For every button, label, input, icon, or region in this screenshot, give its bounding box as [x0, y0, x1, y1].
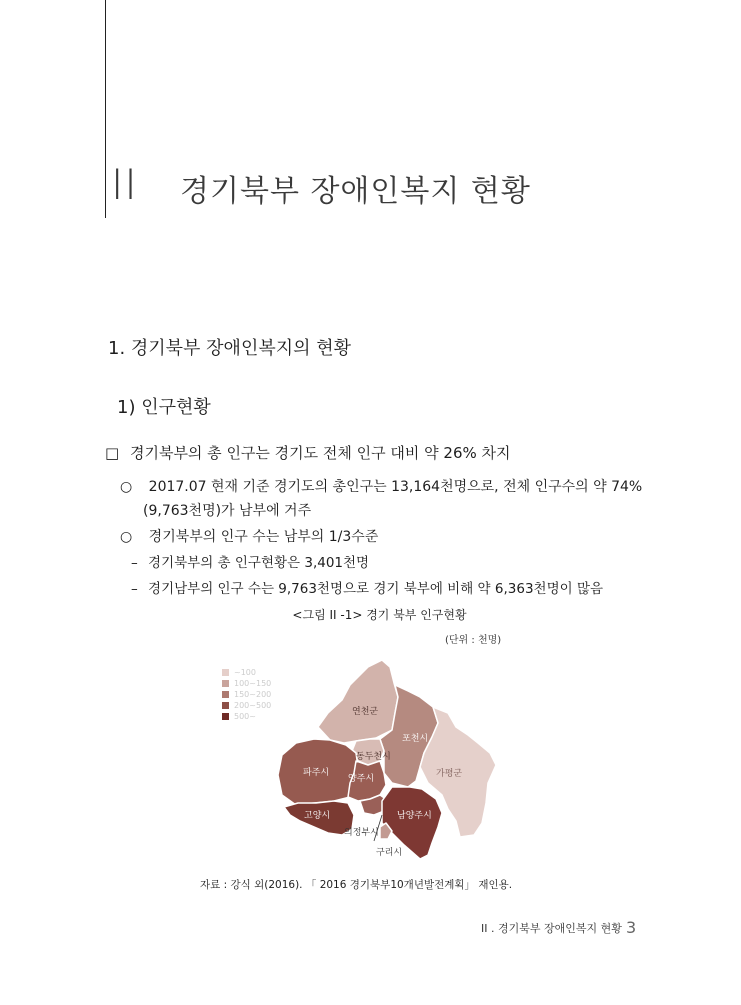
region-label-pocheon: 포천시 — [402, 734, 429, 744]
figure-unit: (단위 : 천명) — [445, 635, 502, 646]
circle-bullet-item — [120, 526, 378, 548]
legend-label: 100~150 — [234, 679, 272, 688]
figure-caption: <그림 II -1> 경기 북부 인구현황 — [292, 608, 467, 622]
dash-bullet-item — [131, 578, 603, 600]
page-number: 3 — [626, 918, 637, 937]
legend-label: ~100 — [234, 668, 256, 677]
legend-label: 200~500 — [234, 701, 272, 710]
region-label-gapyeong: 가평군 — [436, 769, 463, 779]
section-title: 1. 경기북부 장애인복지의 현황 — [108, 338, 351, 359]
region-label-guri: 구리시 — [376, 848, 403, 858]
legend-swatch — [222, 713, 229, 720]
running-footer: II . 경기북부 장애인복지 현황 — [481, 922, 622, 935]
dash-bullet-item — [131, 552, 369, 574]
subsection-title: 1) 인구현황 — [117, 397, 211, 418]
circle-bullet-item — [120, 476, 642, 498]
circle-bullet-icon: ○ — [120, 529, 133, 545]
region-yeoncheon — [318, 660, 398, 743]
circle-bullet-text: 2017.07 현재 기준 경기도의 총인구는 13,164천명으로, 전체 인구수의 약 74% — [148, 479, 643, 495]
legend-swatch — [222, 680, 229, 687]
legend-swatch — [222, 702, 229, 709]
region-label-dongducheon: 동두천시 — [356, 752, 391, 762]
dash-bullet-icon: – — [131, 555, 138, 571]
dash-bullet-text: 경기남부의 인구 수는 9,763천명으로 경기 북부에 비해 약 6,363천명이 많음 — [148, 581, 604, 597]
legend-swatch — [222, 669, 229, 676]
circle-bullet-icon: ○ — [120, 479, 133, 495]
square-bullet-text: 경기북부의 총 인구는 경기도 전체 인구 대비 약 26% 차지 — [129, 444, 511, 462]
legend-label: 500~ — [234, 712, 256, 721]
circle-bullet-continuation: (9,763천명)가 남부에 거주 — [143, 503, 312, 519]
dash-bullet-text: 경기북부의 총 인구현황은 3,401천명 — [148, 555, 370, 571]
chapter-number: II — [111, 160, 138, 209]
chapter-divider-rule — [105, 0, 106, 218]
region-label-namyangju: 남양주시 — [397, 811, 432, 821]
figure-source: 자료 : 강식 외(2016). 「 2016 경기북부10개년발전계획」 재인용. — [200, 879, 513, 891]
chapter-title: 경기북부 장애인복지 현황 — [180, 174, 531, 209]
region-label-paju: 파주시 — [303, 768, 330, 778]
region-label-goyang: 고양시 — [304, 811, 331, 821]
region-label-yeoncheon: 연천군 — [352, 707, 379, 717]
legend-swatch — [222, 691, 229, 698]
square-bullet-icon: □ — [105, 444, 120, 462]
legend-label: 150~200 — [234, 690, 272, 699]
region-label-yangju: 양주시 — [348, 774, 375, 784]
circle-bullet-text: 경기북부의 인구 수는 남부의 1/3수준 — [148, 529, 379, 545]
gyeonggi-north-map — [270, 655, 510, 865]
square-bullet-item — [105, 442, 511, 464]
region-label-uijeongbu: 의정부시 — [344, 828, 379, 838]
dash-bullet-icon: – — [131, 581, 138, 597]
